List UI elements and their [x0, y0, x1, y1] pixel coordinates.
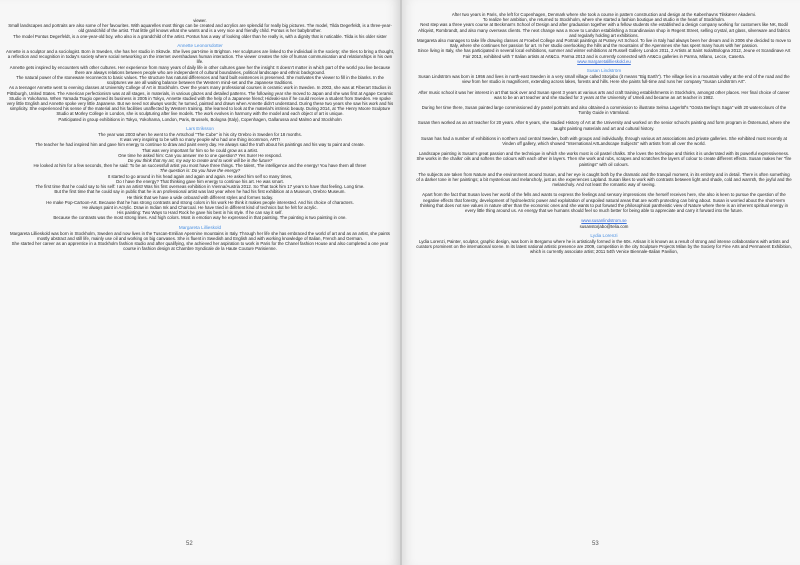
susan-paragraph: The subjects are taken from Nature and the environment around Susan, and her eye is caught both by the dramatic and the tranquil moment, in its entirety and in detail. There is often something of a darker tone in her paintings; a bit mysterious and melancholy, just as she experiences Lapland. Susan likes to work with contrasts between light and shade, cold and warmth, the joyful and the melancholy. And not least the romantic way of seeing. [416, 171, 792, 188]
intro-paragraph: Small landscapes and portraits are also some of her favourites. With aquarelles most things can be created and acrylics are splendid for really big pictures. The model, Tilda Degerfeldt, is a three-year-old grandchild of the artist. That little girl knows what she wants and is a very nice and friendly child. Pontus is her babybrother. [8, 23, 392, 34]
margareta-continued-paragraph: Margareta also manages to take life drawing classes at Froebel College and Portrait paintings at Putney Art School. To live in Italy had always been her dream and in 2006 she decided to move to Italy, where she continues her passion for art. In her studio overlooking the hills and the mountains of the Apennines she has spent many hours with her passion. [417, 38, 791, 49]
lars-line: Do you think that my art, my way to create and to work will be in the future? [127, 158, 273, 164]
lars-line: The teacher he had inspired him and gave him energy to continue to draw and paint every day. He always said the truth about his paintings and his way to paint and create. [35, 142, 365, 148]
right-page-content [416, 12, 792, 255]
margareta-continued-paragraph: To realize her ambition, she returned to Stockholm, where she started a fashion boutique and studio in the heart of Stockholm. [482, 17, 726, 23]
susan-paragraph: After music school it was her interest in art that took over and Susan spent 3 years at various arts and craft training establishments in Stockholm, amongst other places. Her final choice of career was to be an art teacher and she studied for 3 years at the University of Umeå and became an art teacher in 1982. [418, 89, 790, 100]
lars-line: The first time that he could say to his self: I am an artist! Was his first overseas exhibition in Vienna/Austria 2012. So That took him 17 years to have that feeling. Long time. [35, 184, 365, 190]
annette-paragraph: Annette is a sculptor and a sociologist. Born in Sweden, she has her studio in Skövde. She lives part-time in Brighton. Her sculptures are linked to the individual in the society; she tries to bring a thought, a reflection and recognition in today's society where social networking on the internet overshadows human interaction. The viewer creates the role of human communication and relationships in his own life. [6, 49, 395, 65]
lars-line: He always paint in Acrylic. Draw in Indian Ink and Charcoal. He have tried in different kind of technics but he felt for acrylic. [82, 204, 318, 210]
lars-line: One time he asked him: Can you answer me to one question? Yes Sure! He respond. [118, 152, 282, 158]
intro-line: viewer. [193, 18, 207, 23]
lars-line: That was very important for him so he could grow as a artist. [141, 147, 259, 153]
page-number-left: 52 [186, 541, 193, 547]
lars-line: The year was 2003 when he went to the Artschool "The Cube" in his city Orebro in Sweden for 18 months. [98, 132, 302, 138]
section-heading-lars: Lars Eriksson [186, 125, 214, 131]
lars-line: Because the contrasts was the most strong lines. And high colors. Most in emotion way he expressed in that painting. The painting is two painting in one. [53, 215, 347, 221]
lars-line: He make Pop-Cartoon-Art. Because that he has strong contrasts and strong colors in his work He think it makes people interested. And his choice of characters. [46, 199, 354, 205]
intro-paragraph: The model Pontus Degerfeldt, is a one-year-old boy, who also is a grandchild of the artist. Pontus has a way of looking older than he really is, with a dignity that is noticable. Tilda is his older sister [13, 33, 387, 39]
annette-paragraph: As a teenager Annette went to evening classes at University College of Art in Stockholm. Over the years many professional courses in ceramic work in Sweden. In 2003, she was at Fiberart Studios in Pittsburgh, United States. The American perfectionism was at all stages, in materials, in various glazes and detailed patterns. The following year she moved to Japan and she was first at Agape Ceramic Studio in Yokohama. When Yamada Tsugio opened its business in 2005 in Tokyo, Annette studied with the help of a Japanese friend; Hideaki-san if he could receive a student from Sweden. He spoke very little English and Annette spoke very little Japanese. But we need not always words; he turned, painted and drawn when Annette didn't understand. During these two years she saw his work and his simplicity. She experienced his sense of the material and his facilities unaffected by Western training. She learned to look at the material's intrinsic beauty. During 2014, at The Henry Moore Sculpture Studio at Morley College in London, she is sculpturing after live models. The work evolves in harmony with the model and each object of art is unique. [6, 85, 394, 117]
susan-paragraph: Susan then worked as an art teacher for 20 years. After 6 years, she studied History of Art at the University and worked on the senior school's painting and form program in Östersund, where she taught painting materials and art and cultural history. [417, 120, 791, 131]
lars-line: He think that we have a wide onboard with different styles and formes today. [126, 194, 274, 200]
susan-paragraph: Apart from the fact that Susan loves her world of the fells and wants to express the feelings and sensory impressions she herself receives here, she also is keen to pursue the question of the negative effects that forestry, development of hydroelectric power and exploitation of unspoiled natural areas that are worth protecting can bring about. Susan is worried about the short-term thinking that does not see values in nature other than the economic ones and she wants to put forward the philosophical pantheistic view of Nature where there is an inherent spiritual energy in every little thing around us. An energy that we humans should feel so much better for being able to appreciate and carry it forward into the future. [420, 192, 788, 214]
left-page-content [6, 18, 394, 252]
susan-email[interactable]: susanstorjabo@telia.com [579, 223, 629, 229]
lars-line: The question is: Do you have the energy? [159, 168, 241, 174]
lars-line: He looked at him for a few seconds, then he said: To be an successfull artist you most have three things. The talent, The intelligence and the energy! You have them all three! [33, 163, 367, 169]
susan-paragraph: Susan Lindström was born in 1956 and lives in north-east Sweden in a very small village called Storjabo (it means "Big Earth"). The village lies in a mountain valley at the end of the road and the view from her studio is magnificent, extending across lakes, forests and hills. Here she paints full-time and runs her company "Susan Lindström Art". [418, 74, 790, 85]
annette-paragraph: The natural power of the stoneware reconnects to basic values. The structure has natural differences and hard built existences is preserved. She motivates the viewer to fill in the blanks. In the sculptures we are all waiting balance between the Western mind-set and the Japanese traditions. [16, 75, 384, 86]
margareta-continued-paragraph: Since living in Italy, she has participated in several local exhibitions, summer and winter exhibitions at Russell Gallery London 2011, 2 Artists at Saint Isola/Bologna 2012, Jeune et Scandinave Art Fair 2013, exhibited with 7 Italian artists at Art&Co. Parma 2013 and is currently connected with Art&Co galleries in Parma, Milano, Lecce, Caserta. [417, 48, 791, 59]
susan-paragraph: Susan has had a number of exhibitions in northern and central Sweden, both with groups and individually, through various art associations and private galleries. She exhibited most recently at Vinden off gallery, which showed "International ArtLandscape Subjects" with artists from all over the world. [421, 135, 787, 147]
annette-paragraph: Annette gets inspired by encounters with other cultures. Her experience from many years of daily life in other cultures gave her the insight: It doesn't matter in which part of the world you live because there are always relations between people who are independent of cultural boundaries, political landscape and ethnic background. [9, 64, 391, 75]
susan-paragraph: Landscape painting is Susan's great passion and the technique in which she works most is oil pastel chalks. She loves the technique and thinks it is underrated with its powerful expressiveness. She works in the chalks' oils and softens the colours with each other in layers. Then she work and rubs, scrapes and scratches the layers of colour to create different effects. Susan makes her "fire paintings" with oil colours. [416, 151, 792, 167]
lars-line: Do I have the energy? That thinking gave him energy to continue his art. He was smart. [116, 178, 284, 184]
margareta-website-link[interactable]: www.margaretalillieskold.eu [577, 58, 631, 64]
margareta-continued-paragraph: Next step was a three years course at Beckman's School of Design and after graduation together with a fellow students she established a design company working for customers like NK, Bodil Ahlqvist, Rombrandt, and also many overseas clients. The next change was a move to London establishing a Scandinavian shop in Regent Street, selling crystal, art glass, silverware and fabrics and regularly holding art exhibitions. [418, 22, 790, 38]
section-heading-lydia: Lydia Lorenzi [590, 232, 618, 238]
lars-line: His painting: Two Ways to Hard Rock he gave his best in his style. If he can say it self. [117, 210, 283, 216]
annette-paragraph: Participated in group exhibitions in Tokyo, Yokohama, London, Paris, Brussels, Bologna (Italy), Copenhagen, Gallarussa and Malmö and Stockholm [58, 116, 342, 122]
section-heading-susan: Susan Lindström [586, 68, 622, 74]
susan-paragraph: During her time there, Susan painted large commissioned dry pastel portraits and also obtained a commission to illustrate Selma Lagerlöf's "Gösta Berling's Saga" with 20 watercolours of the Tomby Guide in Värmland. [421, 105, 787, 116]
section-heading-annette: Annette Leonorsdotter [177, 42, 223, 48]
margareta-paragraph: She started her career as an apprentice in a Stockholm fashion studio and after qualifying, she achieved her aspiration to work in Paris for the Chanel fashion House and also completed a one year course in fashion design at Chambre Syndicale de la Haute Couture Parisienne. [11, 241, 389, 252]
lars-line: It started to go around in his head again and again and again. He asked him self so many times, [107, 173, 293, 179]
lars-line: But the first time that he could say in public that he is an professional artist was last year when he had his first exhibition at a Museum, Orebro Museum. [54, 189, 346, 195]
section-heading-margareta: Margareta Lillieskold [178, 224, 222, 230]
right-page [402, 0, 800, 565]
lydia-paragraph: Lydia Lorenzi, Painter, sculptor, graphic design, was born in Bergamo where he is artistically formed in the 60s. Artisan it is known as a result of strong and intense collaborations with artists and curators prominent on the international scene. In its latest national artistic presence are 2009, competition in the city Sculpture Projects Milan by the Society for Fine Arts and Permanent Exhibition, which is currently associate artist; 2011 54th Venice Biennale-Italian Pavilion, [416, 238, 792, 255]
margareta-continued-paragraph: After two years in Paris, she left for Copenhagen, Denmark where she took a course in pattern construction and design at the Københavns Tilskærer Akademi. [451, 12, 757, 17]
susan-website-link[interactable]: www.susanlindstrom.se [581, 218, 627, 224]
lars-line: It was very inspiring to be with so many people who had one thing incommon, ART! [120, 137, 280, 143]
margareta-paragraph: Margareta Lillieskold was born in Stockholm, Sweden and now lives in the Tuscan-Emilian Apennine mountains in Italy. Through her life she has embraced the world of art and as an artist, she paints mostly abstract and still life, mainly use oil and working on big canvases. She is fluent in Swedish and English and with working knowledge of Italian, French and German. [10, 230, 390, 241]
page-number-right: 53 [592, 541, 599, 547]
